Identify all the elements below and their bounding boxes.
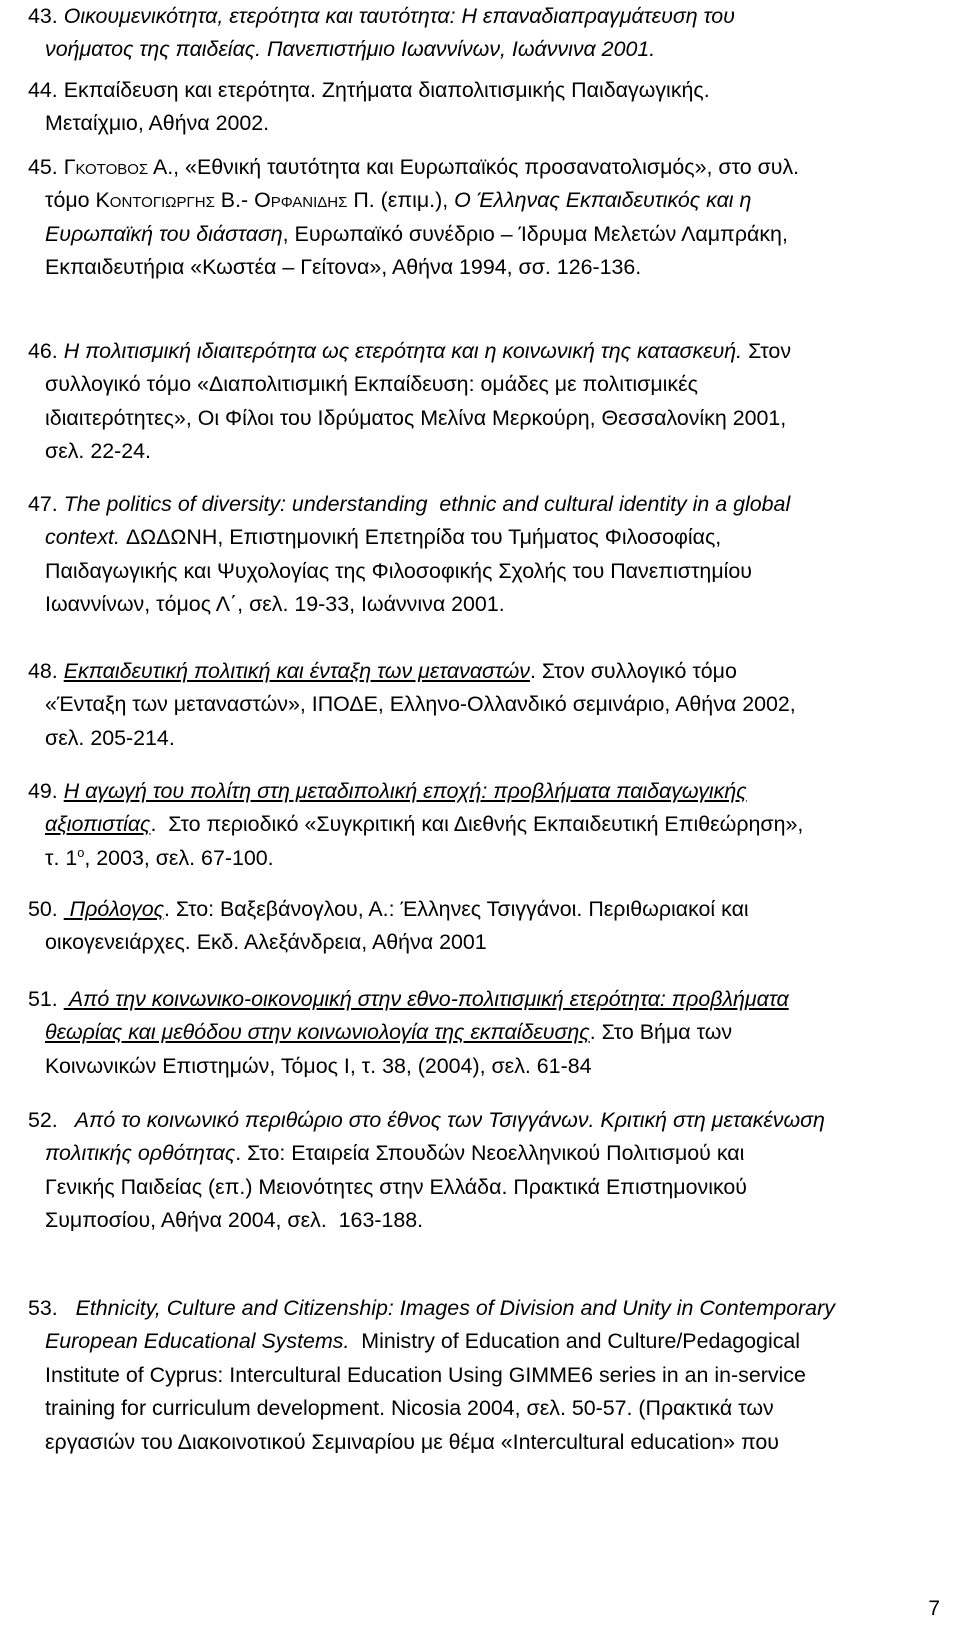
entry-text: Η πολιτισμική ιδιαιτερότητα ως ετερότητα και η κοινωνική της κατασκευή. — [63, 339, 743, 363]
entry-text: Κοινωνικών Επιστημών, Τόμος Ι, τ. 38, (2004), σελ. 61-84 — [45, 1053, 592, 1078]
entry-text: Κοντογιωργης Β.- Ορφανιδης Π. — [95, 188, 375, 213]
entry-text: European Educational Systems. — [45, 1329, 350, 1354]
entry-text: . Στον συλλογικό τόμο — [529, 659, 737, 683]
entry-text: Στον — [742, 339, 792, 363]
entry-number: 51. — [28, 987, 64, 1011]
entry-line — [28, 1426, 835, 1459]
entry-text: Από την κοινωνικο-οικονομική στην εθνο-πολιτισμική ετερότητα: προβλήματα — [63, 987, 789, 1011]
bibliography-entry — [28, 74, 710, 141]
entry-line — [28, 33, 735, 66]
entry-line — [28, 1359, 835, 1392]
bibliography-entry — [28, 335, 791, 469]
bibliography-entry — [28, 0, 735, 67]
entry-text: , 2003, σελ. 67-100. — [84, 845, 274, 870]
entry-line — [28, 655, 796, 688]
entry-line — [28, 435, 791, 468]
entry-text: Institute of Cyprus: Intercultural Education Using GIMME6 series in an in-service — [45, 1362, 806, 1387]
entry-line — [28, 775, 803, 808]
entry-number: 50. — [28, 897, 64, 921]
entry-line — [28, 107, 710, 140]
bibliography-entry — [28, 983, 789, 1083]
entry-line — [28, 151, 799, 184]
entry-line — [28, 588, 790, 621]
entry-line — [28, 1392, 835, 1425]
entry-text: Εκπαιδευτική πολιτική και ένταξη των μεταναστών — [63, 659, 530, 683]
entry-text: εργασιών του Διακοινοτικού Σεμιναρίου με θέμα «Intercultural education» που — [45, 1429, 779, 1454]
entry-text: Ιωαννίνων, τόμος Λ΄, σελ. 19-33, Ιωάννινα 2001. — [45, 592, 505, 617]
entry-number: 43. — [28, 4, 64, 28]
entry-text: θεωρίας και μεθόδου στην κοινωνιολογία της εκπαίδευσης — [45, 1020, 590, 1045]
entry-text: Γκοτοβος Α. — [63, 155, 174, 179]
entry-text: , «Εθνική ταυτότητα και Ευρωπαϊκός προσανατολισμός», στο συλ. — [173, 155, 800, 179]
entry-text: . Στο Βήμα των — [589, 1020, 733, 1045]
entry-text: Η αγωγή του πολίτη στη μεταδιπολική εποχή: προβλήματα παιδαγωγικής — [63, 779, 747, 803]
entry-text: Μεταίχμιο, Αθήνα 2002. — [45, 111, 270, 136]
bibliography-entry — [28, 1104, 825, 1238]
entry-text: τόμο — [45, 188, 96, 213]
entry-line — [28, 251, 799, 284]
entry-number: 46. — [28, 339, 64, 363]
entry-text: The politics of diversity: understanding ethnic and cultural identity in a global — [63, 492, 791, 516]
entry-text: Εκπαίδευση και ετερότητα. Ζητήματα διαπολιτισμικής Παιδαγωγικής. — [63, 78, 710, 102]
entry-line — [28, 1050, 789, 1083]
entry-line — [28, 1104, 825, 1137]
entry-number: 45. — [28, 155, 64, 179]
entry-text: Από το κοινωνικό περιθώριο στο έθνος των Τσιγγάνων. Κριτική στη μετακένωση — [63, 1108, 825, 1132]
entry-text: νοήματος της παιδείας. Πανεπιστήμιο Ιωαννίνων, Ιωάννινα 2001. — [45, 37, 656, 62]
entry-line — [28, 722, 796, 755]
entry-text: . Στο: Βαξεβάνογλου, Α.: Έλληνες Τσιγγάνοι. Περιθωριακοί και — [164, 897, 749, 921]
entry-text: Οικουμενικότητα, ετερότητα και ταυτότητα: Η επαναδιαπραγμάτευση του — [63, 4, 735, 28]
entry-text: . Στο: Εταιρεία Σπουδών Νεοελληνικού Πολιτισμού και — [235, 1141, 745, 1166]
entry-text: Ministry of Education and Culture/Pedagogical — [349, 1329, 801, 1354]
entry-text: αξιοπιστίας — [45, 812, 151, 837]
bibliography-entry — [28, 893, 749, 960]
entry-text: ιδιαιτερότητες», Οι Φίλοι του Ιδρύματος Μελίνα Μερκούρη, Θεσσαλονίκη 2001, — [45, 405, 787, 430]
entry-number: 48. — [28, 659, 64, 683]
entry-line — [28, 74, 710, 107]
entry-line — [28, 842, 803, 875]
entry-text: (επιμ.), — [374, 188, 455, 213]
entry-line — [28, 368, 791, 401]
entry-text: Εκπαιδευτήρια «Κωστέα – Γείτονα», Αθήνα 1994, σσ. 126-136. — [45, 255, 642, 280]
entry-text: συλλογικό τόμο «Διαπολιτισμική Εκπαίδευση: ομάδες με πολιτισμικές — [45, 372, 698, 397]
entry-text: σελ. 22-24. — [45, 439, 151, 464]
entry-line — [28, 521, 790, 554]
entry-line — [28, 1204, 825, 1237]
entry-line — [28, 808, 803, 841]
entry-text: Πρόλογος — [63, 897, 165, 921]
bibliography-entry — [28, 655, 796, 755]
entry-line — [28, 218, 799, 251]
entry-text: context. — [45, 525, 120, 550]
page-number: 7 — [928, 1597, 940, 1620]
entry-line — [28, 1292, 835, 1325]
entry-text: τ. 1 — [45, 845, 78, 870]
entry-text: ΔΩΔΩΝΗ, Επιστημονική Επετηρίδα του Τμήματος Φιλοσοφίας, — [119, 525, 722, 550]
entry-line — [28, 402, 791, 435]
bibliography-entry — [28, 775, 803, 875]
entry-line — [28, 488, 790, 521]
entry-line — [28, 1137, 825, 1170]
entry-text: πολιτικής ορθότητας — [45, 1141, 236, 1166]
entry-text: Γενικής Παιδείας (επ.) Μειονότητες στην Ελλάδα. Πρακτικά Επιστημονικού — [45, 1174, 747, 1199]
entry-line — [28, 184, 799, 217]
bibliography-entry — [28, 1292, 835, 1459]
entry-line — [28, 1171, 825, 1204]
bibliography-entry — [28, 151, 799, 285]
entry-text: , Ευρωπαϊκό συνέδριο – Ίδρυμα Μελετών Λαμπράκη, — [282, 221, 788, 246]
entry-text: σελ. 205-214. — [45, 725, 175, 750]
entry-line — [28, 926, 749, 959]
entry-line — [28, 893, 749, 926]
entry-line — [28, 555, 790, 588]
entry-line — [28, 1016, 789, 1049]
entry-line — [28, 688, 796, 721]
entry-line — [28, 983, 789, 1016]
entry-text: Ευρωπαϊκή του διάσταση — [45, 221, 283, 246]
entry-text: training for curriculum development. Nicosia 2004, σελ. 50-57. (Πρακτικά των — [45, 1396, 774, 1421]
entry-number: 47. — [28, 492, 64, 516]
entry-text: . Στο περιοδικό «Συγκριτική και Διεθνής Εκπαιδευτική Επιθεώρηση», — [150, 812, 804, 837]
entry-number: 44. — [28, 78, 64, 102]
entry-text: ο — [77, 844, 85, 860]
entry-number: 49. — [28, 779, 64, 803]
entry-number: 52. — [28, 1108, 64, 1132]
entry-text: οικογενειάρχες. Εκδ. Αλεξάνδρεια, Αθήνα 2001 — [45, 930, 487, 955]
entry-number: 53. — [28, 1296, 64, 1320]
entry-text: Ο Έλληνας Εκπαιδευτικός και η — [454, 188, 752, 213]
entry-line — [28, 0, 735, 33]
entry-text: «Ένταξη των μεταναστών», ΙΠΟΔΕ, Ελληνο-Ολλανδικό σεμινάριο, Αθήνα 2002, — [45, 692, 796, 717]
entry-text: Ethnicity, Culture and Citizenship: Images of Division and Unity in Contemporary — [63, 1296, 835, 1320]
entry-line — [28, 335, 791, 368]
bibliography-entry — [28, 488, 790, 622]
entry-line — [28, 1325, 835, 1358]
entry-text: Συμποσίου, Αθήνα 2004, σελ. 163-188. — [45, 1208, 424, 1233]
entry-text: Παιδαγωγικής και Ψυχολογίας της Φιλοσοφικής Σχολής του Πανεπιστημίου — [45, 558, 752, 583]
